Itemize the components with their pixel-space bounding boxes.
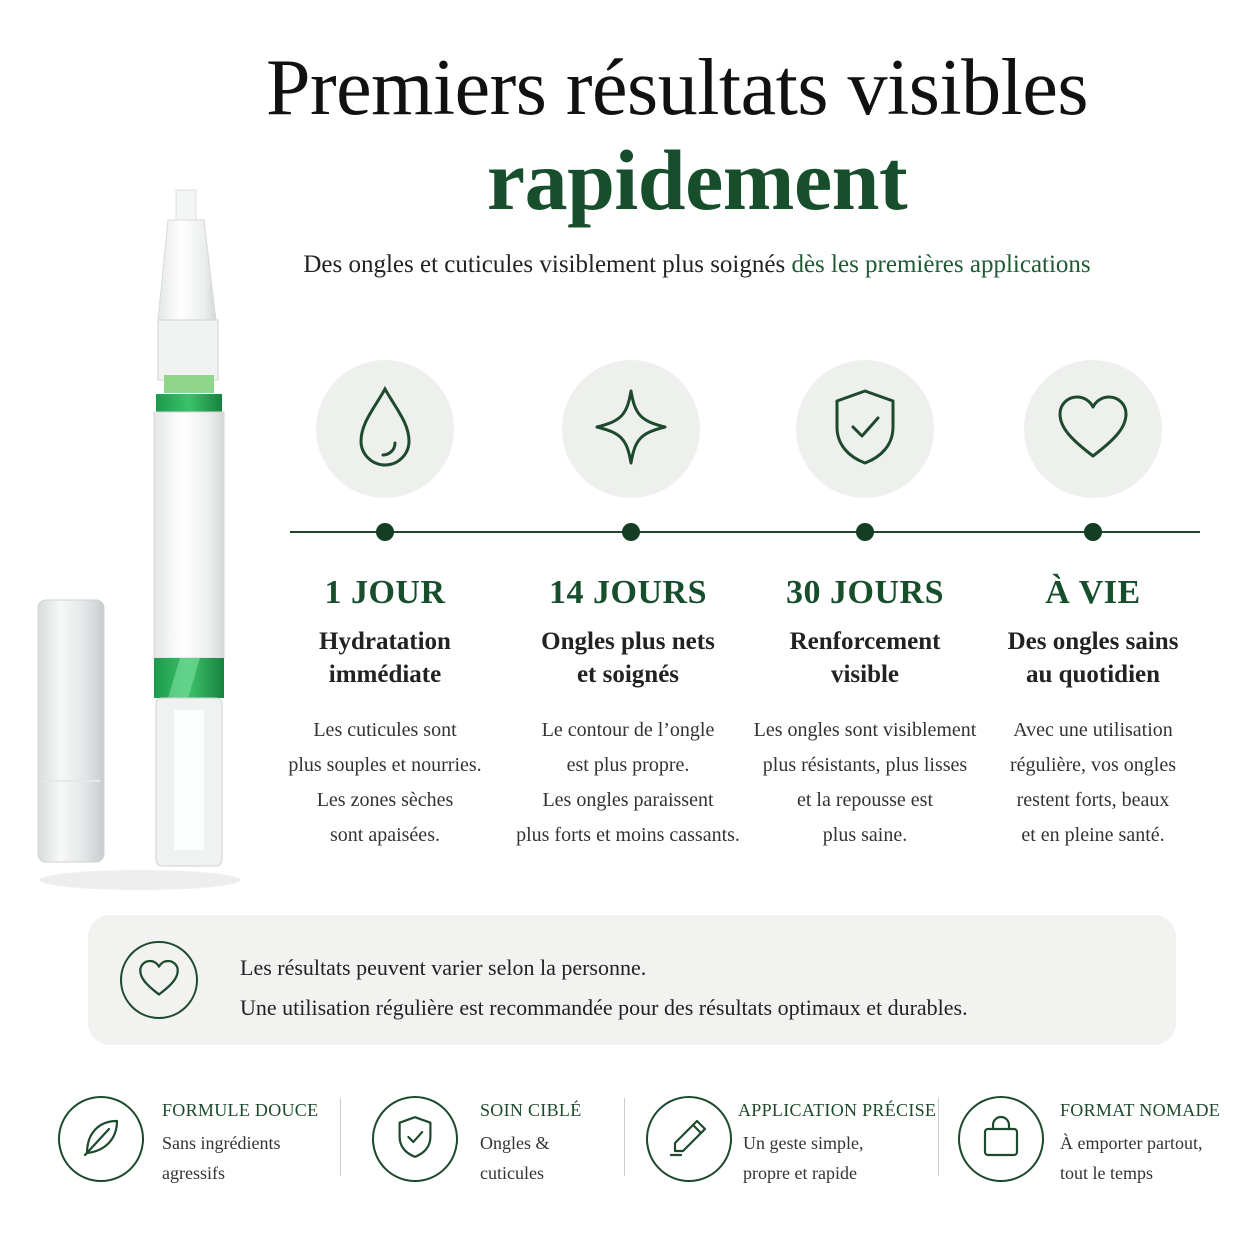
step-description-line: Les cuticules sont <box>313 719 457 741</box>
step-description-line: Les ongles paraissent <box>542 789 714 811</box>
feature-description-line: À emporter partout, <box>1060 1133 1203 1153</box>
page-title: Premiers résultats visibles <box>266 44 1088 132</box>
step-description-line: et la repousse est <box>796 789 934 811</box>
shield-check-icon <box>831 387 899 472</box>
step-title-line: visible <box>830 661 900 688</box>
feature-description-line: propre et rapide <box>743 1163 857 1183</box>
timeline-step-1 <box>260 573 510 853</box>
shield-check-icon <box>396 1115 434 1164</box>
disclaimer-line: Une utilisation régulière est recommandée pour des résultats optimaux et durables. <box>240 995 968 1020</box>
step-4-icon-circle <box>1024 360 1162 498</box>
feature-1-description <box>162 1128 281 1188</box>
timeline-dot <box>376 523 394 541</box>
sparkle-icon <box>593 387 669 472</box>
disclaimer-line: Les résultats peuvent varier selon la personne. <box>240 955 647 980</box>
timeline-dot <box>856 523 874 541</box>
timeline-dot <box>1084 523 1102 541</box>
step-1-icon-circle <box>316 360 454 498</box>
step-2-icon-circle <box>562 360 700 498</box>
step-description <box>968 713 1218 853</box>
step-title <box>260 625 510 691</box>
heart-icon <box>138 959 180 1002</box>
step-title-line: au quotidien <box>1025 661 1161 688</box>
step-title-line: immédiate <box>328 661 442 688</box>
step-description-line: Le contour de l’ongle <box>541 719 715 741</box>
step-title-line: Des ongles sains <box>1007 628 1179 655</box>
droplet-icon <box>353 385 417 474</box>
feature-separator <box>938 1098 939 1176</box>
timeline-step-2 <box>503 573 753 853</box>
feature-separator <box>624 1098 625 1176</box>
feature-3-description <box>743 1128 863 1188</box>
feature-4-description <box>1060 1128 1202 1188</box>
feature-description-line: Sans ingrédients <box>162 1133 281 1153</box>
step-description-line: régulière, vos ongles <box>1009 754 1177 776</box>
step-title-line: Renforcement <box>789 628 941 655</box>
step-title <box>503 625 753 691</box>
step-description <box>740 713 990 853</box>
subtitle-accent: dès les premières applications <box>785 251 1091 278</box>
step-description-line: plus résistants, plus lisses <box>762 754 968 776</box>
step-description-line: Avec une utilisation <box>1013 719 1173 741</box>
step-description <box>260 713 510 853</box>
step-title-line: Ongles plus nets <box>541 628 715 655</box>
feature-description-line: cuticules <box>480 1163 544 1183</box>
feature-separator <box>340 1098 341 1176</box>
feature-3-icon-circle <box>646 1096 732 1182</box>
step-description-line: et en pleine santé. <box>1021 824 1165 846</box>
feature-description-line: tout le temps <box>1060 1163 1153 1183</box>
leaf-icon <box>79 1115 123 1164</box>
step-description-line: plus souples et nourries. <box>288 754 482 776</box>
step-description-line: est plus propre. <box>566 754 690 776</box>
step-description-line: sont apaisées. <box>330 824 440 846</box>
product-pen-illustration <box>30 180 250 900</box>
feature-4-title: FORMAT NOMADE <box>1060 1100 1221 1120</box>
step-description-line: plus saine. <box>822 824 908 846</box>
step-day: 30 JOURS <box>786 574 944 611</box>
feature-1-title: FORMULE DOUCE <box>162 1100 319 1120</box>
step-description-line: Les ongles sont visiblement <box>753 719 977 741</box>
step-3-icon-circle <box>796 360 934 498</box>
step-day: 14 JOURS <box>549 574 707 611</box>
step-title <box>968 625 1218 691</box>
feature-2-description <box>480 1128 550 1188</box>
pen-icon <box>667 1115 711 1164</box>
step-day: 1 JOUR <box>324 574 446 611</box>
step-title <box>740 625 990 691</box>
feature-2-title: SOIN CIBLÉ <box>480 1100 582 1120</box>
step-description-line: restent forts, beaux <box>1016 789 1170 811</box>
timeline-step-3 <box>740 573 990 853</box>
disclaimer-icon-circle <box>120 941 198 1019</box>
step-day: À VIE <box>1045 574 1141 611</box>
feature-description-line: Ongles & <box>480 1133 550 1153</box>
timeline-line <box>290 531 1200 533</box>
heart-icon <box>1056 394 1130 465</box>
page-title-highlight: rapidement <box>486 132 908 228</box>
feature-1-icon-circle <box>58 1096 144 1182</box>
step-description-line: plus forts et moins cassants. <box>516 824 740 846</box>
feature-description-line: Un geste simple, <box>743 1133 864 1153</box>
step-title-line: et soignés <box>576 661 680 688</box>
step-description <box>503 713 753 853</box>
step-description-line: Les zones sèches <box>316 789 454 811</box>
disclaimer-text <box>240 948 968 1028</box>
feature-2-icon-circle <box>372 1096 458 1182</box>
step-title-line: Hydratation <box>319 628 451 655</box>
feature-3-title: APPLICATION PRÉCISE <box>738 1100 937 1120</box>
feature-description-line: agressifs <box>162 1163 225 1183</box>
feature-4-icon-circle <box>958 1096 1044 1182</box>
timeline-dot <box>622 523 640 541</box>
subtitle-main: Des ongles et cuticules visiblement plus soignés <box>303 251 786 278</box>
timeline-step-4 <box>968 573 1218 853</box>
bag-icon <box>980 1115 1022 1164</box>
